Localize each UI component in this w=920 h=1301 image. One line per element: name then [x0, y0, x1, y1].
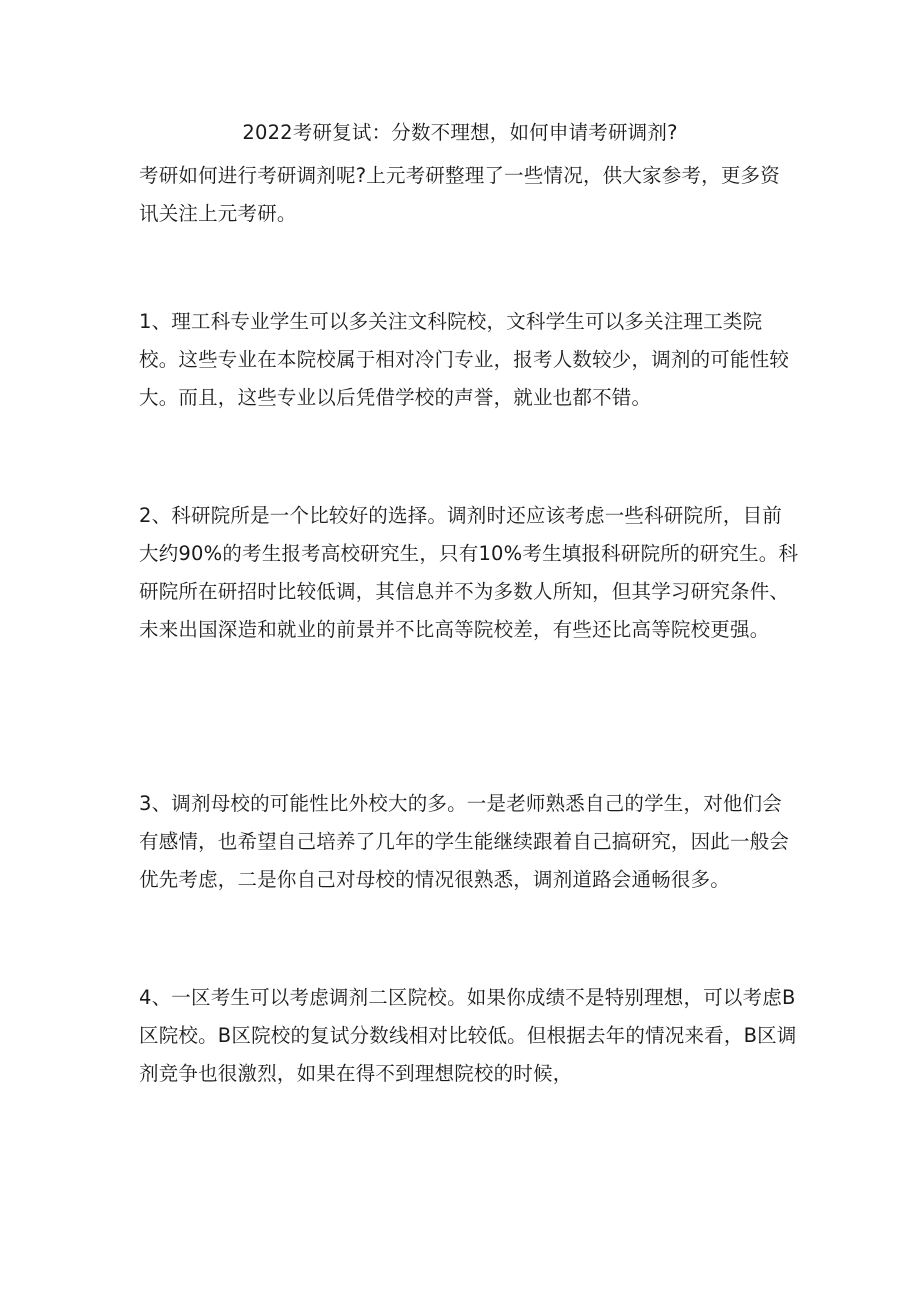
paragraph-1: 1、理工科专业学生可以多关注文科院校，文科学生可以多关注理工类院校。这些专业在本院校属于相对冷门专业，报考人数较少，调剂的可能性较大。而且，这些专业以后凭借学校的声誉，就业也都不错。 — [139, 310, 790, 409]
document-title: 2022考研复试：分数不理想，如何申请考研调剂? — [242, 121, 678, 144]
paragraph-3: 3、调剂母校的可能性比外校大的多。一是老师熟悉自己的学生，对他们会有感情，也希望自己培养了几年的学生能继续跟着自己搞研究，因此一般会优先考虑，二是你自己对母校的情况很熟悉，调剂道路会通畅很多。 — [139, 792, 790, 891]
paragraph-4: 4、一区考生可以考虑调剂二区院校。如果你成绩不是特别理想，可以考虑B区院校。B区院校的复试分数线相对比较低。但根据去年的情况来看，B区调剂竞争也很激烈，如果在得不到理想院校的时候， — [139, 986, 797, 1085]
intro-paragraph: 考研如何进行考研调剂呢?上元考研整理了一些情况，供大家参考，更多资讯关注上元考研。 — [139, 164, 780, 225]
paragraph-2: 2、科研院所是一个比较好的选择。调剂时还应该考虑一些科研院所，目前大约90%的考生报考高校研究生，只有10%考生填报科研院所的研究生。科研院所在研招时比较低调，其信息并不为多数人所知，但其学习研究条件、未来出国深造和就业的前景并不比高等院校差，有些还比高等院校更强。 — [139, 504, 799, 641]
